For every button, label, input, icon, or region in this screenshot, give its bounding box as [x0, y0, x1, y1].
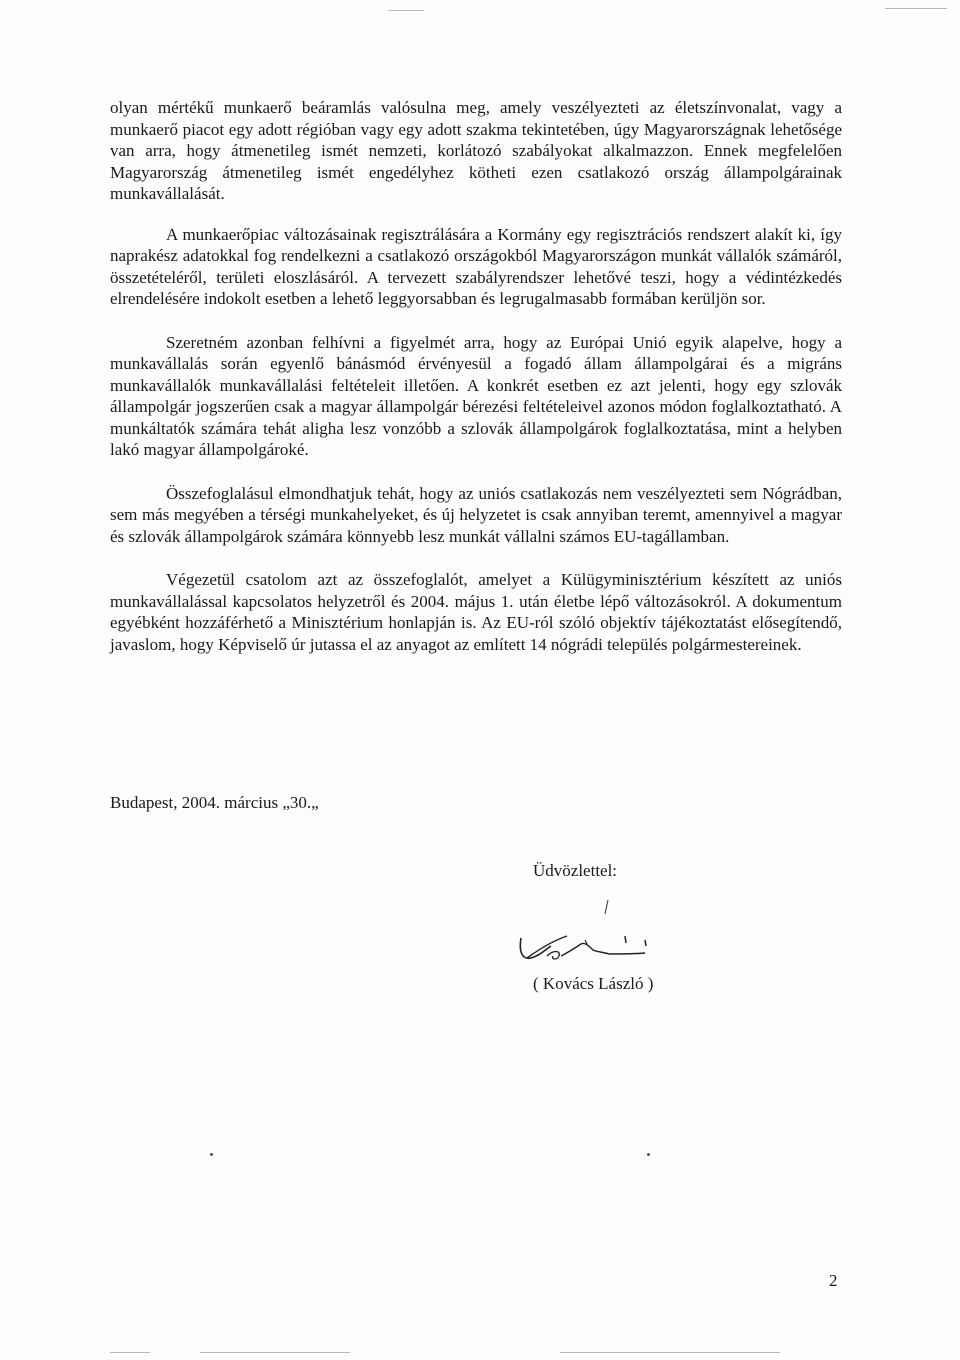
letter-body [110, 97, 842, 677]
paragraph: Összefoglalásul elmondhatjuk tehát, hogy az uniós csatlakozás nem veszélyezteti sem Nógrádban, sem más megyében a térségi munkahelyeket, és új helyzetet is csak annyiban teremt, amennyivel a magyar és szlovák állampolgárok számára könnyebb lesz munkát vállalni számos EU-tagállamban. [110, 483, 842, 546]
paragraph: Végezetül csatolom azt az összefoglalót, amelyet a Külügyminisztérium készített az uniós munkavállalással kapcsolatos helyzetről és 2004. május 1. után életbe lépő változásokról. A dokumentum egyébként hozzáférhető a Minisztérium honlapján is. Az EU-ról szóló objektív tájékoztatást elősegítendő, javaslom, hogy Képviselő úr jutassa el az anyagot az említett 14 nógrádi település polgármestereinek. [110, 570, 842, 654]
scan-artifact [885, 8, 947, 9]
page-number: 2 [829, 1271, 838, 1290]
signer-name: ( Kovács László ) [533, 974, 654, 993]
scan-artifact [388, 10, 424, 11]
scan-speck [210, 1153, 213, 1156]
paragraph: olyan mértékű munkaerő beáramlás valósulna meg, amely veszélyezteti az életszínvonalat, vagy a munkaerő piacot egy adott régióban vagy egy adott szakma tekintetében, úgy Magyarországnak lehetősége van arra, hogy átmenetileg ismét nemzeti, korlátozó szabályokat alkalmazzon. Ennek megfelelően Magyarország átmenetileg ismét engedélyhez kötheti ezen csatlakozó ország állampolgárainak munkavállalását. [110, 98, 842, 203]
scan-speck [647, 1153, 650, 1156]
place-and-date: Budapest, 2004. március „30.„ [110, 793, 319, 812]
paragraph: Szeretném azonban felhívni a figyelmét arra, hogy az Európai Unió egyik alapelve, hogy a munkavállalás során egyenlő bánásmód érvényesül a fogadó állam állampolgárai és a migráns munkavállalók munkavállalási feltételeit illetően. A konkrét esetben ez azt jelenti, hogy egy szlovák állampolgár jogszerűen csak a magyar állampolgár bérezési feltételeivel azonos módon foglalkoztatható. A munkáltatók számára tehát aligha lesz vonzóbb a szlovák állampolgárok foglalkoztatása, mint a helyben lakó magyar állampolgároké. [110, 332, 842, 459]
paragraph: A munkaerőpiac változásainak regisztrálására a Kormány egy regisztrációs rendszert alakít ki, így naprakész adatokkal fog rendelkezni a csatlakozó országokból Magyarországon munkát vállalók számáról, összetételéről, területi eloszlásáról. A tervezett szabályrendszer lehetővé teszi, hogy a védintézkedés elrendelésére indokolt esetben a lehető leggyorsabban és legrugalmasabb formában kerüljön sor. [110, 224, 842, 308]
handwritten-signature [505, 880, 655, 980]
scan-artifact [200, 1352, 350, 1353]
scan-artifact [110, 1352, 150, 1353]
scan-artifact [560, 1352, 780, 1353]
closing-salutation: Üdvözlettel: [533, 861, 618, 880]
